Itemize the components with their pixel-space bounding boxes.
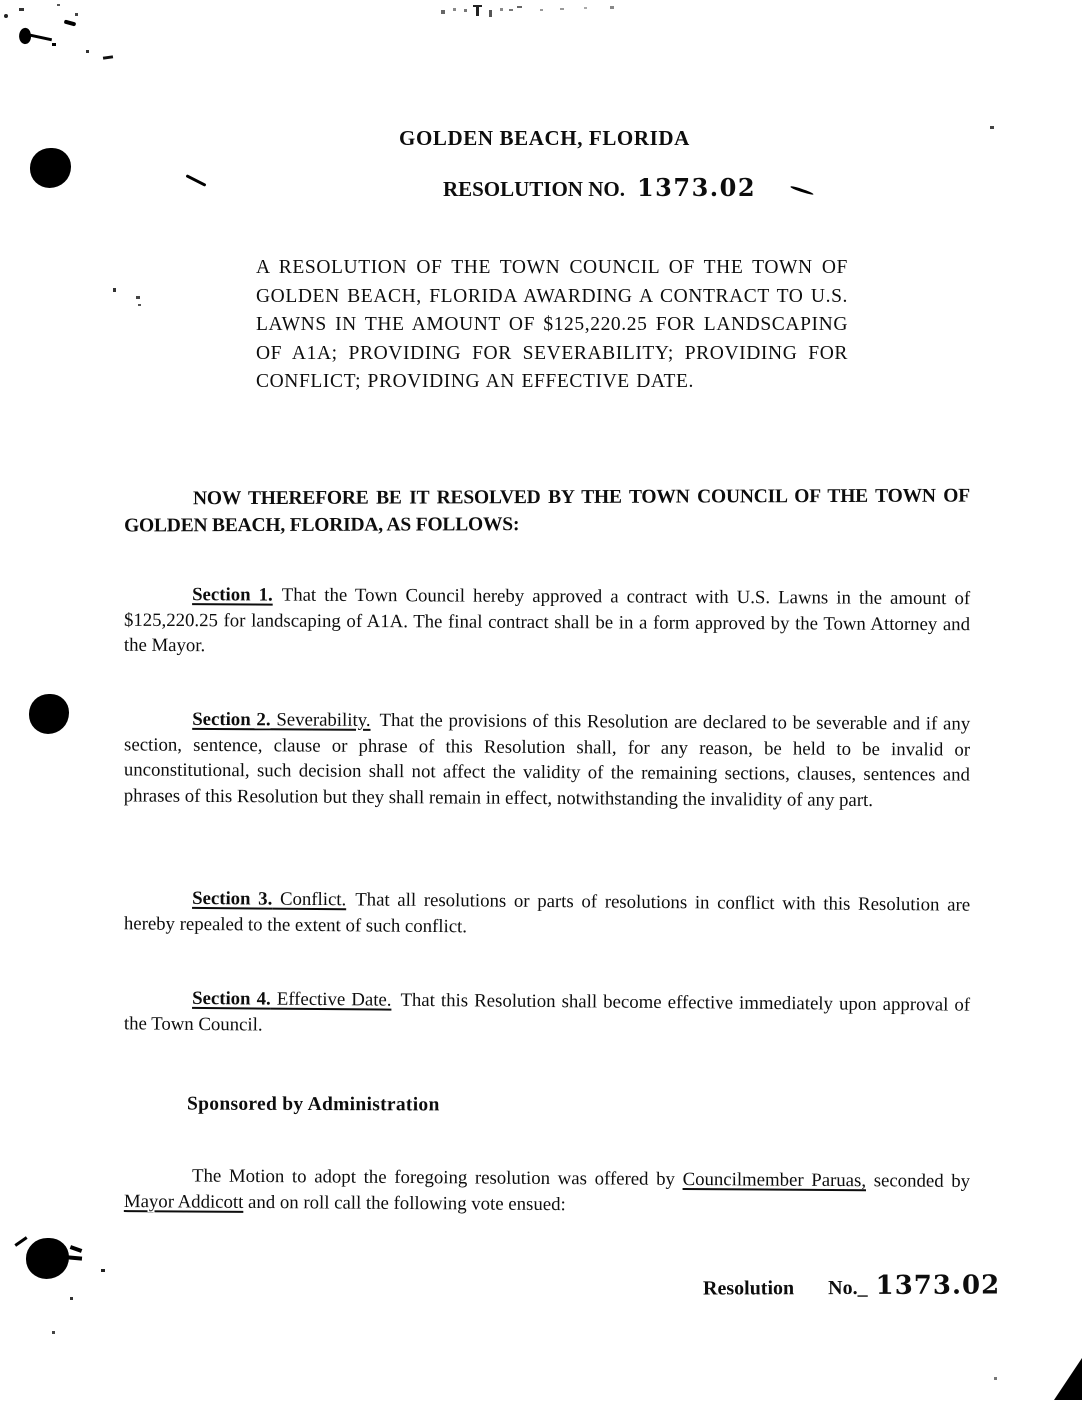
motion-text: The Motion to adopt the foregoing resolution was offered by: [192, 1165, 683, 1190]
section-4-body: That this Resolution shall become effective immediately upon approval of the Town Council.: [123, 989, 971, 1036]
scan-artifact: [64, 20, 77, 27]
scan-artifact: [30, 34, 52, 42]
section-3-heading: Section 3. Conflict.: [192, 887, 347, 911]
section-2-heading: Section 2. Severability.: [192, 708, 371, 731]
scan-artifact: [994, 1377, 997, 1380]
resolution-heading: [0, 173, 1089, 202]
scan-artifact: [464, 9, 467, 12]
scan-artifact: [584, 7, 587, 9]
scan-artifact: [4, 14, 8, 18]
scan-artifact: [453, 8, 456, 11]
scan-artifact: [509, 9, 513, 11]
motion-offered-by: Councilmember Paruas,: [682, 1168, 867, 1192]
scan-artifact: [113, 288, 116, 292]
scan-artifact: [610, 6, 614, 9]
scan-artifact: [68, 1255, 82, 1260]
scan-artifact: [103, 55, 113, 59]
motion-text: seconded by: [865, 1170, 971, 1192]
scan-artifact: [14, 1236, 27, 1246]
section-3-paragraph: [124, 885, 970, 943]
section-2-paragraph: [124, 706, 971, 813]
footer-resolution-number: [703, 1270, 1000, 1301]
motion-paragraph: [124, 1163, 970, 1220]
hole-punch-mark: [29, 694, 69, 734]
scan-artifact: [86, 50, 89, 53]
motion-seconded-by: Mayor Addicott: [123, 1190, 244, 1213]
scan-artifact: [57, 4, 60, 6]
scan-artifact: [138, 304, 141, 306]
section-4-paragraph: [124, 985, 970, 1043]
resolution-heading-label: RESOLUTION NO.: [442, 177, 625, 201]
scan-artifact: [517, 6, 522, 8]
scan-artifact: [560, 8, 564, 10]
resolved-clause: NOW THEREFORE BE IT RESOLVED BY THE TOWN COUNCIL OF THE TOWN OF GOLDEN BEACH, FLORIDA, AS FOLLOWS:: [124, 485, 970, 537]
scan-artifact: [19, 8, 24, 11]
scan-artifact: [52, 1331, 55, 1334]
page-corner-fold: [1054, 1358, 1082, 1400]
hole-punch-mark: [26, 1238, 69, 1279]
resolution-number: 1373.02: [636, 173, 757, 202]
section-1-heading: Section 1.: [192, 584, 273, 606]
section-1-body: That the Town Council hereby approved a contract with U.S. Lawns in the amount of $125,220.25 for landscaping of A1A. The final contract shall be in a form approved by the Town Attorney and the Mayor.: [123, 584, 971, 657]
scan-artifact: [75, 13, 78, 16]
motion-text: and on roll call the following vote ensued:: [243, 1191, 566, 1215]
footer-label: Resolution: [702, 1277, 795, 1300]
footer-number: 1373.02: [875, 1270, 1001, 1301]
scan-artifact: [476, 5, 479, 16]
section-4-heading: Section 4. Effective Date.: [192, 987, 392, 1011]
scan-artifact: [136, 296, 140, 299]
scan-artifact: [441, 10, 445, 14]
scan-artifact: [540, 9, 543, 11]
scan-artifact: [70, 1297, 73, 1300]
scan-artifact: [500, 8, 503, 11]
city-header: GOLDEN BEACH, FLORIDA: [399, 126, 690, 150]
scan-artifact: [52, 43, 56, 46]
sponsor-line: Sponsored by Administration: [186, 1093, 440, 1116]
scan-artifact: [101, 1269, 105, 1272]
section-3-body: That all resolutions or parts of resolutions in conflict with this Resolution are hereby repealed to the extent of such conflict.: [123, 889, 971, 937]
scan-artifact: [489, 10, 492, 17]
scan-artifact: [70, 1245, 83, 1253]
preamble-paragraph: A RESOLUTION OF THE TOWN COUNCIL OF THE TOWN OF GOLDEN BEACH, FLORIDA AWARDING A CONTRACT TO U.S. LAWNS IN THE AMOUNT OF $125,220.25 FOR LANDSCAPING OF A1A; PROVIDING FOR SEVERABILITY; PROVIDING FOR CONFLICT; PROVIDING AN EFFECTIVE DATE.: [256, 257, 848, 392]
section-1-paragraph: [124, 582, 970, 663]
footer-no-label: No._: [828, 1276, 868, 1300]
section-2-body: That the provisions of this Resolution are declared to be severable and if any section, sentence, clause or phrase of this Resolution shall, for any reason, be held to be invalid or unconstitutional, such decision shall not affect the validity of the remaining sections, clauses, sentences and phrases of this Resolution but they shall remain in effect, notwithstanding the invalidity of any part.: [123, 709, 971, 811]
